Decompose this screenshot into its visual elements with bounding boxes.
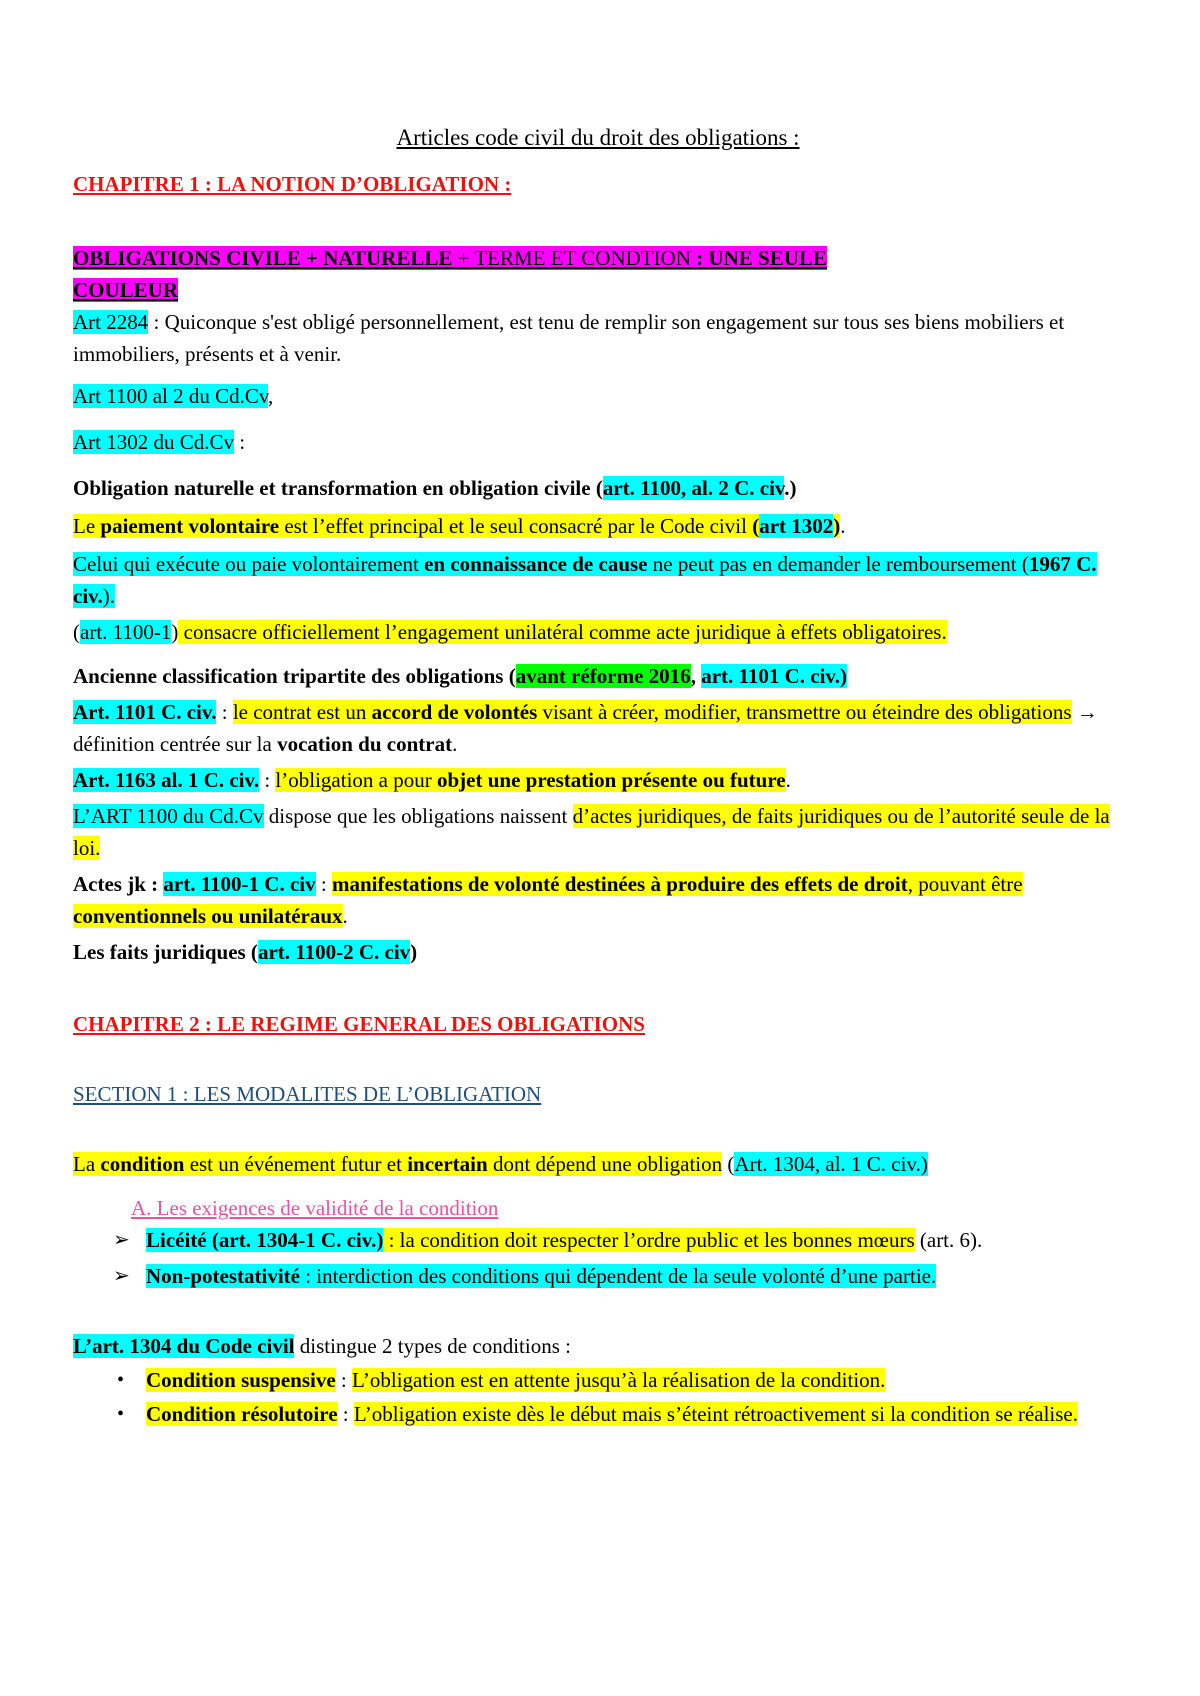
art-1163-paragraph (73, 764, 1123, 796)
art-2284-text: : Quiconque s'est obligé personnellement, est tenu de remplir son engagement sur tous ses biens mobiliers et immobiliers, présents et à venir. (73, 310, 1065, 366)
celui-paragraph (73, 548, 1123, 612)
liceite-label: Licéité (art. 1304-1 C. civ.) (146, 1228, 384, 1252)
art-1100-dispose-paragraph (73, 800, 1123, 864)
celui-a: Celui qui exécute ou paie volontairement (73, 552, 425, 576)
liceite-text: : la condition doit respecter l’ordre public et les bonnes mœurs (383, 1228, 915, 1252)
art-1100-1-c: ) (171, 620, 179, 644)
celui-e: ). (102, 584, 115, 608)
condition-e: dont dépend une obligation (487, 1152, 723, 1176)
art-1302-ref: Art 1302 du Cd.Cv (73, 430, 235, 454)
art-1100-dispose-c: d’actes juridiques, de faits juridiques ou de l’autorité seule de la loi. (73, 804, 1110, 860)
celui-d: 1967 C. civ. (73, 552, 1097, 608)
art-1100-dispose-b: dispose que les obligations naissent (263, 804, 573, 828)
actes-f: conventionnels ou unilatéraux (73, 904, 343, 928)
condition-d: incertain (407, 1152, 488, 1176)
paiement-b: paiement volontaire (100, 514, 280, 538)
chapter-2-heading: CHAPITRE 2 : LE REGIME GENERAL DES OBLIGATIONS (73, 1012, 645, 1036)
art-1100-1-a: ( (73, 620, 80, 644)
resolutoire-sep: : (337, 1402, 354, 1426)
art-1163-e: . (785, 768, 791, 792)
banner-part-3: : UNE SEULE (696, 246, 827, 270)
celui-b: en connaissance de cause (424, 552, 648, 576)
actes-paragraph (73, 868, 1123, 932)
art-1304-text: distingue 2 types de conditions : (294, 1334, 571, 1358)
art-1163-b: : (259, 768, 276, 792)
banner-part-4: COULEUR (73, 278, 179, 302)
ancienne-a: Ancienne classification tripartite des obligations ( (73, 664, 516, 688)
actes-label: Actes jk : (73, 872, 164, 896)
art-1163-d: objet une prestation présente ou future (436, 768, 786, 792)
actes-g: . (342, 904, 348, 928)
obligation-naturelle-tail: .) (784, 476, 797, 500)
art-1101-f: → définition centrée sur la (73, 700, 1098, 756)
actes-c: : (315, 872, 332, 896)
faits-ref: art. 1100-2 C. civ (257, 940, 411, 964)
faits-a: Les faits juridiques ( (73, 940, 258, 964)
art-1304-ref: L’art. 1304 du Code civil (73, 1334, 295, 1358)
suspensive-item (73, 1364, 1123, 1396)
art-1100-tail: , (268, 384, 274, 408)
paiement-f: ) (833, 514, 841, 538)
arrow-bullet-icon: ➢ (113, 1265, 130, 1287)
arrow-bullet-icon: ➢ (113, 1229, 130, 1251)
ancienne-c: , (690, 664, 702, 688)
art-1302-tail: : (234, 430, 246, 454)
art-1304-paragraph (73, 1330, 1123, 1362)
paiement-paragraph (73, 510, 1123, 542)
art-1101-ref: Art. 1101 C. civ. (73, 700, 217, 724)
obligation-naturelle-ref: art. 1100, al. 2 C. civ (602, 476, 785, 500)
page-title: Articles code civil du droit des obligations : (396, 125, 800, 150)
celui-c: ne peut pas en demander le remboursement ( (647, 552, 1029, 576)
liceite-item (73, 1224, 1123, 1256)
actes-ref: art. 1100-1 C. civ (163, 872, 316, 896)
art-2284-paragraph (73, 306, 1123, 370)
condition-b: condition (100, 1152, 185, 1176)
bullet-dot-icon: • (117, 1369, 125, 1391)
condition-f: ( (722, 1152, 735, 1176)
resolutoire-item (73, 1398, 1123, 1430)
condition-a: La (73, 1152, 101, 1176)
art-1101-h: . (452, 732, 458, 756)
banner-part-2: + TERME ET CONDTION (457, 246, 697, 270)
obligation-naturelle-paragraph (73, 472, 1123, 504)
ancienne-reform: avant réforme 2016 (515, 664, 691, 688)
suspensive-label: Condition suspensive (146, 1368, 336, 1392)
bullet-dot-icon: • (117, 1403, 125, 1425)
condition-c: est un événement futur et (184, 1152, 408, 1176)
paiement-a: Le (73, 514, 101, 538)
art-1100-ref: Art 1100 al 2 du Cd.Cv (73, 384, 269, 408)
resolutoire-text: L’obligation existe dès le début mais s’éteint rétroactivement si la condition se réalise. (353, 1402, 1078, 1426)
art-1100-1-text: consacre officiellement l’engagement unilatéral comme acte juridique à effets obligatoires. (178, 620, 947, 644)
paiement-ref: art 1302 (759, 514, 834, 538)
chapter-1-heading: CHAPITRE 1 : LA NOTION D’OBLIGATION : (73, 172, 512, 196)
faits-c: ) (410, 940, 418, 964)
suspensive-text: L’obligation est en attente jusqu’à la réalisation de la condition. (352, 1368, 886, 1392)
art-1101-g: vocation du contrat (277, 732, 453, 756)
potestativite-item (73, 1260, 1123, 1292)
art-1100-1-ref: art. 1100-1 (80, 620, 172, 644)
paiement-c: est l’effet principal et le seul consacré par le Code civil (279, 514, 753, 538)
obligation-naturelle-text: Obligation naturelle et transformation en obligation civile ( (73, 476, 603, 500)
art-1101-d: accord de volontés (371, 700, 538, 724)
art-1101-e: visant à créer, modifier, transmettre ou éteindre des obligations (537, 700, 1072, 724)
faits-paragraph (73, 936, 1123, 968)
actes-d: manifestations de volonté destinées à produire des effets de droit (331, 872, 908, 896)
ancienne-classification-paragraph (73, 660, 1123, 692)
art-1100-1-paragraph (73, 616, 1123, 648)
art-1101-c: le contrat est un (232, 700, 372, 724)
banner-heading (73, 242, 1123, 306)
potestativite-label: Non-potestativité (146, 1264, 300, 1288)
ancienne-ref: art. 1101 C. civ.) (701, 664, 847, 688)
document-body (73, 122, 1123, 1430)
paiement-d: ( (752, 514, 760, 538)
art-1302-paragraph (73, 426, 1123, 458)
condition-definition-paragraph (73, 1148, 1123, 1180)
art-1100-dispose-ref: L’ART 1100 du Cd.Cv (73, 804, 264, 828)
liceite-ref: (art. 6). (914, 1228, 983, 1252)
suspensive-sep: : (335, 1368, 352, 1392)
banner-part-1: OBLIGATIONS CIVILE + NATURELLE (73, 246, 458, 270)
art-1101-paragraph (73, 696, 1123, 760)
art-1163-c: l’obligation a pour (275, 768, 437, 792)
art-1100-paragraph (73, 380, 1123, 412)
paiement-g: . (840, 514, 846, 538)
potestativite-text: : interdiction des conditions qui dépendent de la seule volonté d’une partie. (299, 1264, 937, 1288)
art-1101-b: : (216, 700, 233, 724)
subheading-a: A. Les exigences de validité de la condition (131, 1196, 499, 1220)
art-2284-ref: Art 2284 (73, 310, 149, 334)
section-1-heading: SECTION 1 : LES MODALITES DE L’OBLIGATION (73, 1082, 542, 1106)
condition-ref: Art. 1304, al. 1 C. civ.) (734, 1152, 928, 1176)
resolutoire-label: Condition résolutoire (146, 1402, 338, 1426)
actes-e: , pouvant être (907, 872, 1023, 896)
art-1163-ref: Art. 1163 al. 1 C. civ. (73, 768, 260, 792)
